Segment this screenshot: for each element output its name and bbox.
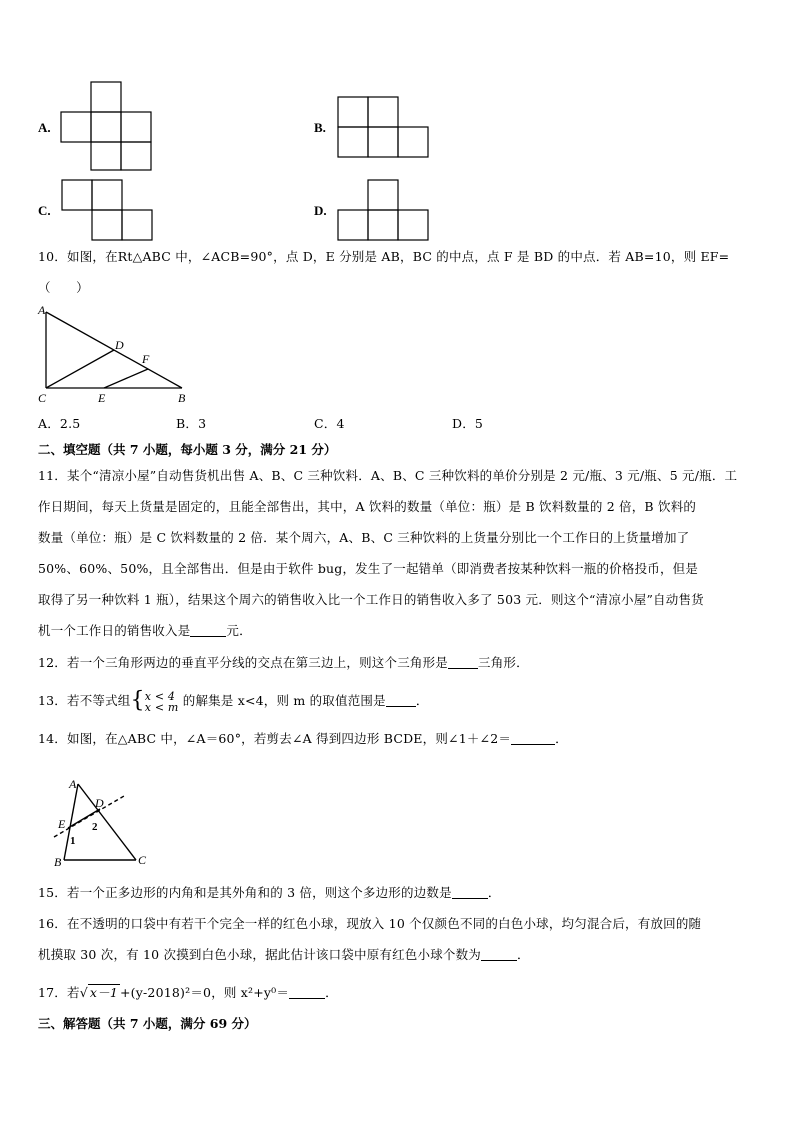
option-b-net-figure xyxy=(336,95,432,159)
question-16-suffix: ． xyxy=(517,947,530,962)
fig10-label-f: F xyxy=(142,352,150,366)
question-10-option-b: B．3 xyxy=(176,416,207,431)
question-16-answer-blank[interactable] xyxy=(481,948,517,961)
question-11-line-2: 作日期间，每天上货量是固定的，且能全部售出，其中，A 饮料的数量（单位：瓶）是 B 饮料数量的 2 倍，B 饮料的 xyxy=(38,499,697,514)
question-11-line-4: 50%、60%、50%，且全部售出．但是由于软件 bug，发生了一起错单（即消费者按某种饮料一瓶的价格投币，但是 xyxy=(38,561,699,576)
question-16-prefix: 机摸取 30 次，有 10 次摸到白色小球，据此估计该口袋中原有红色小球个数为 xyxy=(38,947,482,962)
question-11-line-1: 11．某个“清凉小屋”自动售货机出售 A、B、C 三种饮料．A、B、C 三种饮料的单价分别是 2 元/瓶、3 元/瓶、5 元/瓶．工 xyxy=(38,468,738,483)
question-10-text: 10．如图，在Rt△ABC 中，∠ACB=90°，点 D，E 分别是 AB，BC 的中点，点 F 是 BD 的中点．若 AB=10，则 EF= xyxy=(38,249,730,264)
question-15-suffix: ． xyxy=(487,885,501,900)
question-12-text xyxy=(38,655,529,671)
question-17-answer-blank[interactable] xyxy=(289,986,325,999)
question-12-prefix: 12．若一个三角形两边的垂直平分线的交点在第三边上，则这个三角形是 xyxy=(38,655,449,670)
question-10-option-d: D．5 xyxy=(452,416,484,431)
question-13-ineq-2: x < m xyxy=(144,700,179,714)
question-15-text xyxy=(38,885,501,901)
question-10-option-a: A．2.5 xyxy=(38,416,81,431)
question-10-option-c: C．4 xyxy=(314,416,345,431)
option-a-net-figure xyxy=(60,80,156,172)
option-b-label: B. xyxy=(314,120,326,135)
question-17-sqrt-icon: √ xyxy=(79,985,88,1000)
question-15-answer-blank[interactable] xyxy=(452,886,488,899)
fig14-label-1: 1 xyxy=(70,835,76,847)
option-c-label: C. xyxy=(38,203,51,218)
fig14-label-e: E xyxy=(58,817,66,831)
question-15-prefix: 15．若一个正多边形的内角和是其外角和的 3 倍，则这个多边形的边数是 xyxy=(38,885,452,900)
question-13-inequality-system xyxy=(145,691,179,713)
question-13-text xyxy=(38,688,429,714)
fig10-label-e: E xyxy=(98,391,106,405)
question-11-line-3: 数量（单位：瓶）是 C 饮料数量的 2 倍．某个周六，A、B、C 三种饮料的上货量分别比一个工作日的上货量增加了 xyxy=(38,530,690,545)
option-c-net-figure xyxy=(60,178,156,242)
question-17-suffix: ． xyxy=(325,985,338,1000)
question-16-line-1: 16．在不透明的口袋中有若干个完全一样的红色小球，现放入 10 个仅颜色不同的白色小球，均匀混合后，有放回的随 xyxy=(38,916,702,931)
question-10-paren: （ ） xyxy=(38,280,89,295)
question-13-middle: 的解集是 x<4，则 m 的取值范围是 xyxy=(178,693,386,708)
question-14-suffix: ． xyxy=(555,731,568,746)
fig10-label-d: D xyxy=(115,338,124,352)
fig10-label-a: A xyxy=(38,303,46,317)
fig14-label-b: B xyxy=(54,855,62,868)
question-11-answer-blank[interactable] xyxy=(190,624,226,637)
question-17-radicand: x－1 xyxy=(89,985,118,1000)
question-13-suffix: ． xyxy=(415,693,429,708)
question-11-line-6 xyxy=(38,623,252,639)
question-13-answer-blank[interactable] xyxy=(386,694,416,707)
option-a-label: A. xyxy=(38,120,51,135)
question-17-prefix: 17．若 xyxy=(38,985,80,1000)
question-12-suffix: 三角形． xyxy=(478,655,529,670)
question-11-last-suffix: 元． xyxy=(226,623,252,638)
question-13-prefix: 13．若不等式组 xyxy=(38,693,131,708)
fig14-label-2: 2 xyxy=(92,821,98,833)
question-16-line-2 xyxy=(38,947,530,963)
question-14-answer-blank[interactable] xyxy=(511,732,555,745)
question-14-text xyxy=(38,731,568,747)
question-17-middle: +(y-2018)²＝0，则 x²+y⁰＝ xyxy=(120,985,290,1000)
question-11-last-prefix: 机一个工作日的销售收入是 xyxy=(38,623,191,638)
question-11-line-5: 取得了另一种饮料 1 瓶），结果这个周六的销售收入比一个工作日的销售收入多了 503 元．则这个“清凉小屋”自动售货 xyxy=(38,592,704,607)
question-12-answer-blank[interactable] xyxy=(448,656,478,669)
question-14-prefix: 14．如图，在△ABC 中，∠A＝60°，若剪去∠A 得到四边形 BCDE，则∠1＋∠2＝ xyxy=(38,731,512,746)
question-17-text xyxy=(38,984,338,1001)
fig10-label-c: C xyxy=(38,391,47,405)
question-10-triangle-figure xyxy=(34,300,194,408)
question-14-triangle-figure xyxy=(48,772,158,868)
option-d-label: D. xyxy=(314,203,327,218)
fig10-label-b: B xyxy=(178,391,186,405)
option-d-net-figure xyxy=(336,178,432,242)
question-13-brace: { xyxy=(130,688,145,713)
fig14-label-d: D xyxy=(95,796,104,810)
fig14-label-a: A xyxy=(69,777,77,791)
section-3-heading: 三、解答题（共 7 小题，满分 69 分） xyxy=(38,1016,257,1031)
section-2-heading: 二、填空题（共 7 小题，每小题 3 分，满分 21 分） xyxy=(38,442,337,457)
fig14-label-c: C xyxy=(138,853,147,867)
question-13-ineq-1: x < 4 xyxy=(144,689,176,703)
